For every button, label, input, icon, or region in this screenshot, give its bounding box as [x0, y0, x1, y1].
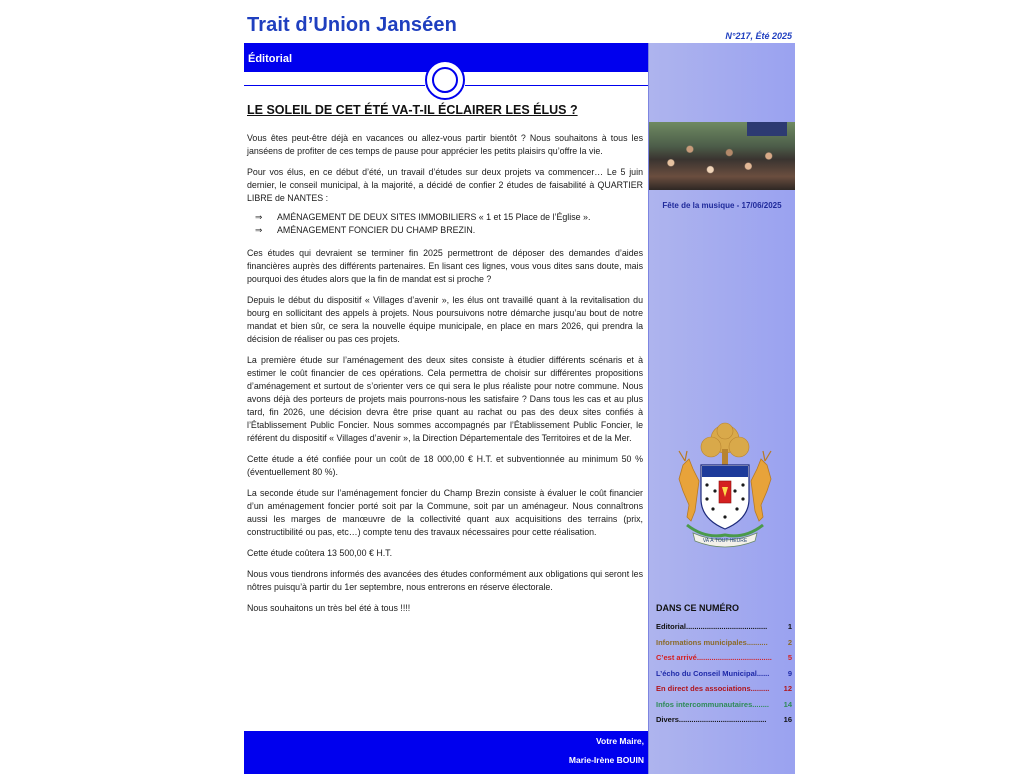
paragraph: Depuis le début du dispositif « Villages d’avenir », les élus ont travaillé quant à la revitalisation du bourg en sollicitant des appels à projets. Nous poursuivons notre démarche jusqu’au bout de notre mandat et bien sûr, ce sera la nouvelle équipe municipale, en place en mars 2026, qui prendra la décision de réaliser ou pas ces projets. [247, 295, 643, 344]
sidebar [648, 43, 795, 774]
table-of-contents [656, 622, 792, 731]
photo-caption: Fête de la musique - 17/06/2025 [662, 201, 782, 210]
list-item: ⇒ AMÉNAGEMENT FONCIER DU CHAMP BREZIN. [255, 225, 476, 235]
festival-photo [649, 122, 795, 190]
mayor-name: Marie-Irène BOUIN [568, 755, 644, 765]
paragraph: La seconde étude sur l’aménagement foncier du Champ Brezin consiste à évaluer le coût financier d’un aménagement foncier porté soit par la Commune, soit par un aménageur. Nous connaîtrons aussi les marges de manœuvre de la collectivité quant aux acquisitions des terrains (prix, constructibilité ou pas, etc…) compte tenu des travaux nécessaires pour cette réalisation. [247, 488, 643, 537]
ornament-line-right [465, 85, 648, 86]
article-title: LE SOLEIL DE CET ÉTÉ VA-T-IL ÉCLAIRER LES ÉLUS ? [247, 103, 578, 117]
paragraph: Nous souhaitons un très bel été à tous !!!! [247, 603, 411, 613]
circle-ornament-icon [425, 60, 465, 100]
arrow-right-icon: ⇒ [255, 212, 263, 222]
toc-item[interactable]: Informations municipales.......... 2 [656, 637, 792, 647]
paragraph: Pour vos élus, en ce début d’été, un travail d’études sur deux projets va commencer… Le 5 juin dernier, le conseil municipal, à la majorité, a décidé de confier 2 études de faisabilité à QUARTIER LIBRE de NANTES : [247, 167, 643, 203]
town-crest-icon [665, 421, 785, 549]
paragraph: La première étude sur l’aménagement des deux sites consiste à étudier différents scénaris et à estimer le coût financier de ces opérations. Cela permettra de choisir sur différentes propositions d’aménagement et surtout de s’orienter vers ce qui sera le plus réaliste pour notre commune. Nous avons déjà des porteurs de projets mais pourrons-nous les satisfaire ? Dans tous les cas et au plus tard, fin 2026, une décision devra être prise quant au rachat ou pas des deux sites confiés à l’Établissement Public Foncier. Nous sommes accompagnés par l’Établissement Public Foncier, le référent du dispositif « Villages d’avenir », la Direction Départementale des Territoires et de la Mer. [247, 355, 643, 443]
toc-item[interactable]: C’est arrivé.................................... 5 [656, 653, 792, 662]
section-label: Éditorial [248, 53, 293, 65]
svg-text:VA À TOUT HEURE: VA À TOUT HEURE [702, 538, 748, 544]
arrow-right-icon: ⇒ [255, 225, 263, 235]
toc-item[interactable]: L’écho du Conseil Municipal...... 9 [656, 668, 792, 678]
study-list [247, 211, 643, 237]
signature-block [244, 731, 648, 774]
toc-item[interactable]: Editorial....................................... 1 [656, 622, 792, 631]
newsletter-page [244, 8, 796, 774]
paragraph: Cette étude a été confiée pour un coût de 18 000,00 € H.T. et subventionnée au minimum 50 % (éventuellement 80 %). [247, 454, 643, 477]
list-item: ⇒ AMÉNAGEMENT DE DEUX SITES IMMOBILIERS « 1 et 15 Place de l’Église ». [255, 212, 591, 222]
toc-item[interactable]: En direct des associations......... 12 [656, 684, 792, 693]
paragraph: Ces études qui devraient se terminer fin 2025 permettront de déposer des demandes d’aides financières auprès des différents partenaires. En lisant ces lignes, vous vous dites sans doute, mais pourquoi des études alors que la fin de mandat est si proche ? [247, 248, 643, 284]
issue-number: N°217, Été 2025 [725, 31, 792, 41]
newsletter-title: Trait d’Union Janséen [247, 14, 457, 36]
signature-line: Votre Maire, [595, 736, 644, 746]
toc-heading: DANS CE NUMÉRO [656, 603, 740, 613]
article-body [247, 132, 643, 623]
toc-item[interactable]: Infos intercommunautaires........ 14 [656, 699, 792, 709]
paragraph: Cette étude coûtera 13 500,00 € H.T. [247, 548, 393, 558]
paragraph: Nous vous tiendrons informés des avancées des études conformément aux obligations qui seront les nôtres puisqu’à partir du 1er septembre, nous entrerons en réserve électorale. [247, 569, 643, 592]
ornament-line-left [244, 85, 425, 86]
toc-item[interactable]: Divers.......................................... 16 [656, 715, 792, 724]
paragraph: Vous êtes peut-être déjà en vacances ou allez-vous partir bientôt ? Nous souhaitons à tous les janséens de profiter de ces temps de pause pour apprécier les petits plaisirs qu’offre la vie. [247, 133, 643, 156]
